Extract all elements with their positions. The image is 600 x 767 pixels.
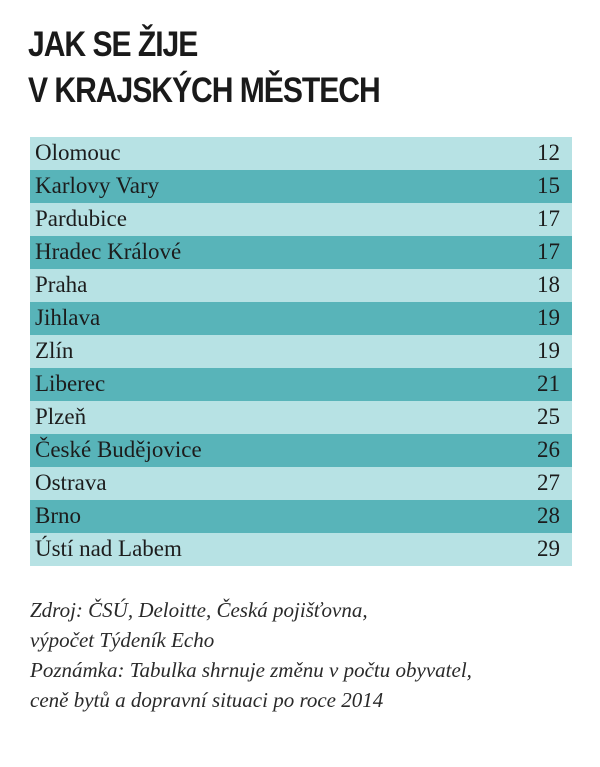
city-name: Praha [35, 272, 88, 297]
table-row [30, 401, 572, 434]
title-line-1: JAK SE ŽIJE [28, 25, 198, 64]
city-rank: 19 [537, 305, 560, 330]
city-rank: 18 [537, 272, 560, 297]
city-name: Ostrava [35, 470, 107, 495]
city-rank: 29 [537, 536, 560, 561]
table-row [30, 137, 572, 170]
remark-note-line-2: ceně bytů a dopravní situaci po roce 2014 [30, 688, 384, 712]
city-name: Liberec [35, 371, 106, 396]
table-row [30, 533, 572, 566]
footnotes [30, 595, 590, 715]
city-rank: 17 [537, 206, 560, 231]
table-row [30, 467, 572, 500]
city-rank: 26 [537, 437, 560, 462]
city-name: České Budějovice [35, 437, 202, 462]
source-note-line-2: výpočet Týdeník Echo [30, 628, 215, 652]
city-rank: 28 [537, 503, 560, 528]
table-row [30, 203, 572, 236]
remark-note-line-1: Poznámka: Tabulka shrnuje změnu v počtu obyvatel, [30, 658, 472, 682]
table-row [30, 500, 572, 533]
table-row [30, 269, 572, 302]
city-rank: 12 [537, 140, 560, 165]
title-line-2: V KRAJSKÝCH MĚSTECH [28, 71, 380, 110]
table-row [30, 236, 572, 269]
city-rank: 15 [537, 173, 560, 198]
table-row [30, 302, 572, 335]
source-note-line-1: Zdroj: ČSÚ, Deloitte, Česká pojišťovna, [30, 598, 368, 622]
page-title [28, 22, 380, 114]
ranking-table [30, 137, 572, 566]
table-row [30, 170, 572, 203]
city-name: Plzeň [35, 404, 87, 429]
city-rank: 21 [537, 371, 560, 396]
city-rank: 27 [537, 470, 560, 495]
table-row [30, 368, 572, 401]
city-name: Karlovy Vary [35, 173, 160, 198]
city-name: Jihlava [35, 305, 101, 330]
city-rank: 19 [537, 338, 560, 363]
city-name: Zlín [35, 338, 74, 363]
city-name: Brno [35, 503, 81, 528]
city-rank: 17 [537, 239, 560, 264]
table-row [30, 335, 572, 368]
city-name: Olomouc [35, 140, 121, 165]
city-name: Pardubice [35, 206, 127, 231]
city-name: Ústí nad Labem [35, 536, 182, 561]
table-row [30, 434, 572, 467]
city-name: Hradec Králové [35, 239, 182, 264]
city-rank: 25 [537, 404, 560, 429]
